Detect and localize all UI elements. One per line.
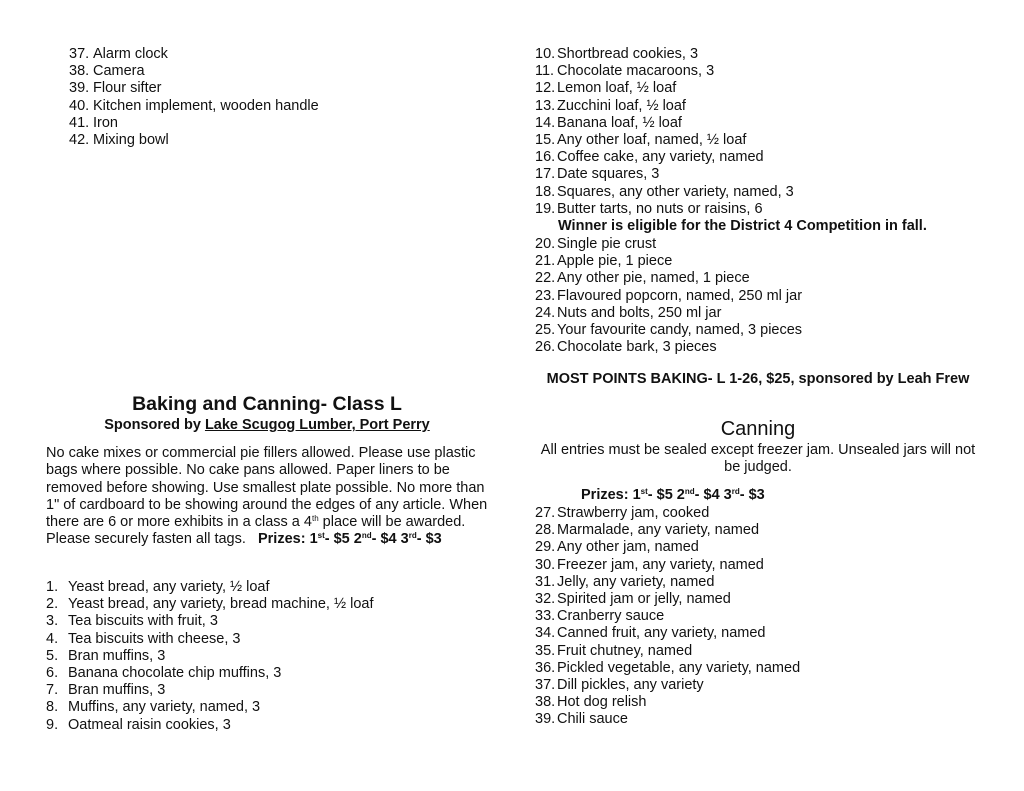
prizes-line: Prizes: 1st- $5 2nd- $4 3rd- $3: [257, 531, 442, 548]
item-text: Tea biscuits with cheese, 3: [68, 630, 241, 647]
list-item: [535, 643, 800, 660]
list-item: [535, 322, 802, 339]
item-text: Shortbread cookies, 3: [557, 46, 699, 62]
item-number: 38.: [69, 63, 90, 80]
list-item: [535, 288, 802, 305]
item-number: 17.: [535, 166, 556, 183]
item-number: 22.: [535, 270, 556, 287]
item-number: 29.: [535, 539, 556, 556]
item-text: Zucchini loaf, ½ loaf: [557, 97, 686, 114]
item-text: Cranberry sauce: [557, 608, 665, 625]
item-text: Tea biscuits with fruit, 3: [68, 613, 218, 630]
list-item: [46, 717, 374, 734]
list-item: [46, 699, 374, 716]
baking-list-1-9: [46, 579, 374, 734]
item-text: Kitchen implement, wooden handle: [93, 97, 319, 114]
item-number: 39.: [69, 80, 90, 97]
item-number: 25.: [535, 322, 556, 339]
canning-title: Canning: [720, 418, 796, 440]
item-number: 8.: [46, 699, 59, 716]
item-text: Date squares, 3: [557, 166, 660, 183]
item-text: Bran muffins, 3: [68, 647, 166, 664]
canning-list-27-39: [535, 505, 800, 729]
item-text: Dill pickles, any variety: [557, 677, 704, 694]
list-item: [535, 149, 794, 166]
item-number: 11.: [535, 63, 555, 80]
item-text: Mixing bowl: [93, 132, 169, 149]
item-number: 28.: [535, 522, 556, 539]
list-item: [69, 132, 319, 149]
item-text: Squares, any other variety, named, 3: [557, 183, 794, 200]
item-number: 6.: [46, 665, 59, 682]
rules-sup: th: [311, 514, 319, 524]
sponsor-line: [46, 417, 488, 433]
item-text: Oatmeal raisin cookies, 3: [68, 716, 231, 733]
list-item: [46, 613, 374, 630]
list-item: [535, 46, 794, 63]
sponsor-name: Lake Scugog Lumber, Port Perry: [204, 417, 430, 433]
item-text: Yeast bread, any variety, bread machine, ½ loaf: [68, 596, 374, 613]
item-number: 39.: [535, 711, 556, 728]
item-text: Lemon loaf, ½ loaf: [557, 80, 677, 97]
item-text: Apple pie, 1 piece: [557, 253, 673, 270]
list-item: [46, 682, 374, 699]
list-item: [46, 665, 374, 682]
item-text: Chocolate macaroons, 3: [557, 63, 715, 80]
item-text: Pickled vegetable, any variety, named: [557, 659, 801, 676]
item-text: Your favourite candy, named, 3 pieces: [557, 322, 803, 339]
list-item: [46, 648, 374, 665]
item-text: Spirited jam or jelly, named: [557, 591, 731, 608]
item-number: 31.: [535, 573, 556, 590]
item-number: 27.: [535, 505, 556, 521]
item-text: Any other jam, named: [557, 539, 699, 556]
item-number: 21.: [535, 253, 556, 270]
item-number: 24.: [535, 304, 556, 321]
item-text: Camera: [93, 63, 145, 80]
item-text: Strawberry jam, cooked: [557, 505, 710, 521]
item-text: Nuts and bolts, 250 ml jar: [557, 304, 722, 321]
baking-list-10-19: [535, 46, 794, 218]
list-item: [535, 63, 794, 80]
list-item: [535, 574, 800, 591]
list-item: [535, 98, 794, 115]
item-number: 23.: [535, 287, 556, 304]
item-text: Fruit chutney, named: [557, 642, 693, 659]
item-number: 4.: [46, 630, 59, 647]
list-item: [535, 608, 800, 625]
list-item: [535, 80, 794, 97]
list-item: [535, 557, 800, 574]
item-number: 32.: [535, 591, 556, 608]
list-item: [535, 591, 800, 608]
item-number: 30.: [535, 556, 556, 573]
list-item: [46, 631, 374, 648]
list-item: [535, 115, 794, 132]
list-item: [69, 63, 319, 80]
canning-prizes-line: Prizes: 1st- $5 2nd- $4 3rd- $3: [581, 487, 765, 503]
item-text: Hot dog relish: [557, 694, 647, 711]
item-number: 15.: [535, 132, 556, 149]
item-text: Flavoured popcorn, named, 250 ml jar: [557, 287, 803, 304]
list-item: [535, 522, 800, 539]
canning-note: All entries must be sealed except freezer jam. Unsealed jars will not be judged.: [540, 442, 976, 476]
list-item: [535, 711, 800, 728]
list-item: [69, 115, 319, 132]
item-text: Banana chocolate chip muffins, 3: [68, 665, 282, 682]
item-number: 41.: [69, 114, 90, 131]
item-text: Canned fruit, any variety, named: [557, 625, 766, 642]
item-number: 12.: [535, 80, 556, 97]
item-number: 37.: [535, 677, 556, 694]
list-item: [535, 625, 800, 642]
item-number: 37.: [69, 46, 90, 62]
item-text: Marmalade, any variety, named: [557, 522, 760, 539]
list-item: [535, 660, 800, 677]
item-number: 3.: [46, 613, 59, 630]
district-note: Winner is eligible for the District 4 Competition in fall.: [558, 218, 927, 234]
most-points-line: MOST POINTS BAKING- L 1-26, $25, sponsored by Leah Frew: [546, 371, 970, 387]
item-text: Freezer jam, any variety, named: [557, 556, 764, 573]
rules-text: No cake mixes or commercial pie fillers allowed. Please use plastic bags where possible. No cake pans allowed. Paper liners to be removed before showing. Use smallest plate possible. No more than 1" of cardboard to be showing around the edges of any article. When there are 6 or more exhibits in a class a 4: [46, 445, 488, 531]
item-number: 40.: [69, 97, 90, 114]
item-text: Chocolate bark, 3 pieces: [557, 339, 717, 356]
list-item: [535, 201, 794, 218]
household-items-list: [69, 46, 319, 149]
item-number: 16.: [535, 149, 556, 166]
item-text: Bran muffins, 3: [68, 682, 166, 699]
item-text: Jelly, any variety, named: [557, 573, 715, 590]
list-item: [535, 236, 802, 253]
item-number: 38.: [535, 694, 556, 711]
list-item: [535, 539, 800, 556]
item-text: Muffins, any variety, named, 3: [68, 699, 261, 716]
item-number: 7.: [46, 682, 59, 699]
item-number: 1.: [46, 579, 59, 595]
sponsor-prefix: Sponsored by: [104, 417, 205, 433]
list-item: [535, 253, 802, 270]
list-item: [535, 505, 800, 522]
item-text: Flour sifter: [93, 80, 162, 97]
item-number: 18.: [535, 183, 556, 200]
item-number: 26.: [535, 339, 556, 356]
item-number: 35.: [535, 642, 556, 659]
item-number: 5.: [46, 647, 59, 664]
item-number: 13.: [535, 97, 556, 114]
item-number: 36.: [535, 659, 556, 676]
list-item: [535, 270, 802, 287]
list-item: [535, 694, 800, 711]
item-number: 9.: [46, 716, 59, 733]
item-text: Iron: [93, 114, 118, 131]
item-number: 19.: [535, 200, 556, 217]
item-text: Any other loaf, named, ½ loaf: [557, 132, 747, 149]
item-text: Single pie crust: [557, 236, 657, 252]
list-item: [69, 80, 319, 97]
item-number: 34.: [535, 625, 556, 642]
list-item: [535, 184, 794, 201]
item-text: Chili sauce: [557, 711, 628, 728]
list-item: [69, 46, 319, 63]
item-number: 10.: [535, 46, 556, 62]
item-number: 42.: [69, 132, 90, 149]
list-item: [535, 166, 794, 183]
section-title: Baking and Canning- Class L: [132, 393, 402, 415]
item-number: 14.: [535, 114, 556, 131]
item-number: 2.: [46, 596, 59, 613]
item-text: Coffee cake, any variety, named: [557, 149, 764, 166]
list-item: [535, 305, 802, 322]
rules-text-2: place will be awarded. Please securely fasten all tags.: [46, 514, 466, 548]
item-text: Alarm clock: [93, 46, 168, 62]
list-item: [535, 339, 802, 356]
list-item: [69, 98, 319, 115]
item-text: Any other pie, named, 1 piece: [557, 270, 750, 287]
item-number: 33.: [535, 608, 556, 625]
list-item: [535, 677, 800, 694]
item-text: Butter tarts, no nuts or raisins, 6: [557, 200, 763, 217]
list-item: [46, 596, 374, 613]
list-item: [535, 132, 794, 149]
list-item: [46, 579, 374, 596]
item-text: Yeast bread, any variety, ½ loaf: [68, 579, 270, 595]
rules-paragraph: [46, 445, 491, 549]
item-number: 20.: [535, 236, 556, 252]
baking-list-20-26: [535, 236, 802, 356]
item-text: Banana loaf, ½ loaf: [557, 114, 682, 131]
